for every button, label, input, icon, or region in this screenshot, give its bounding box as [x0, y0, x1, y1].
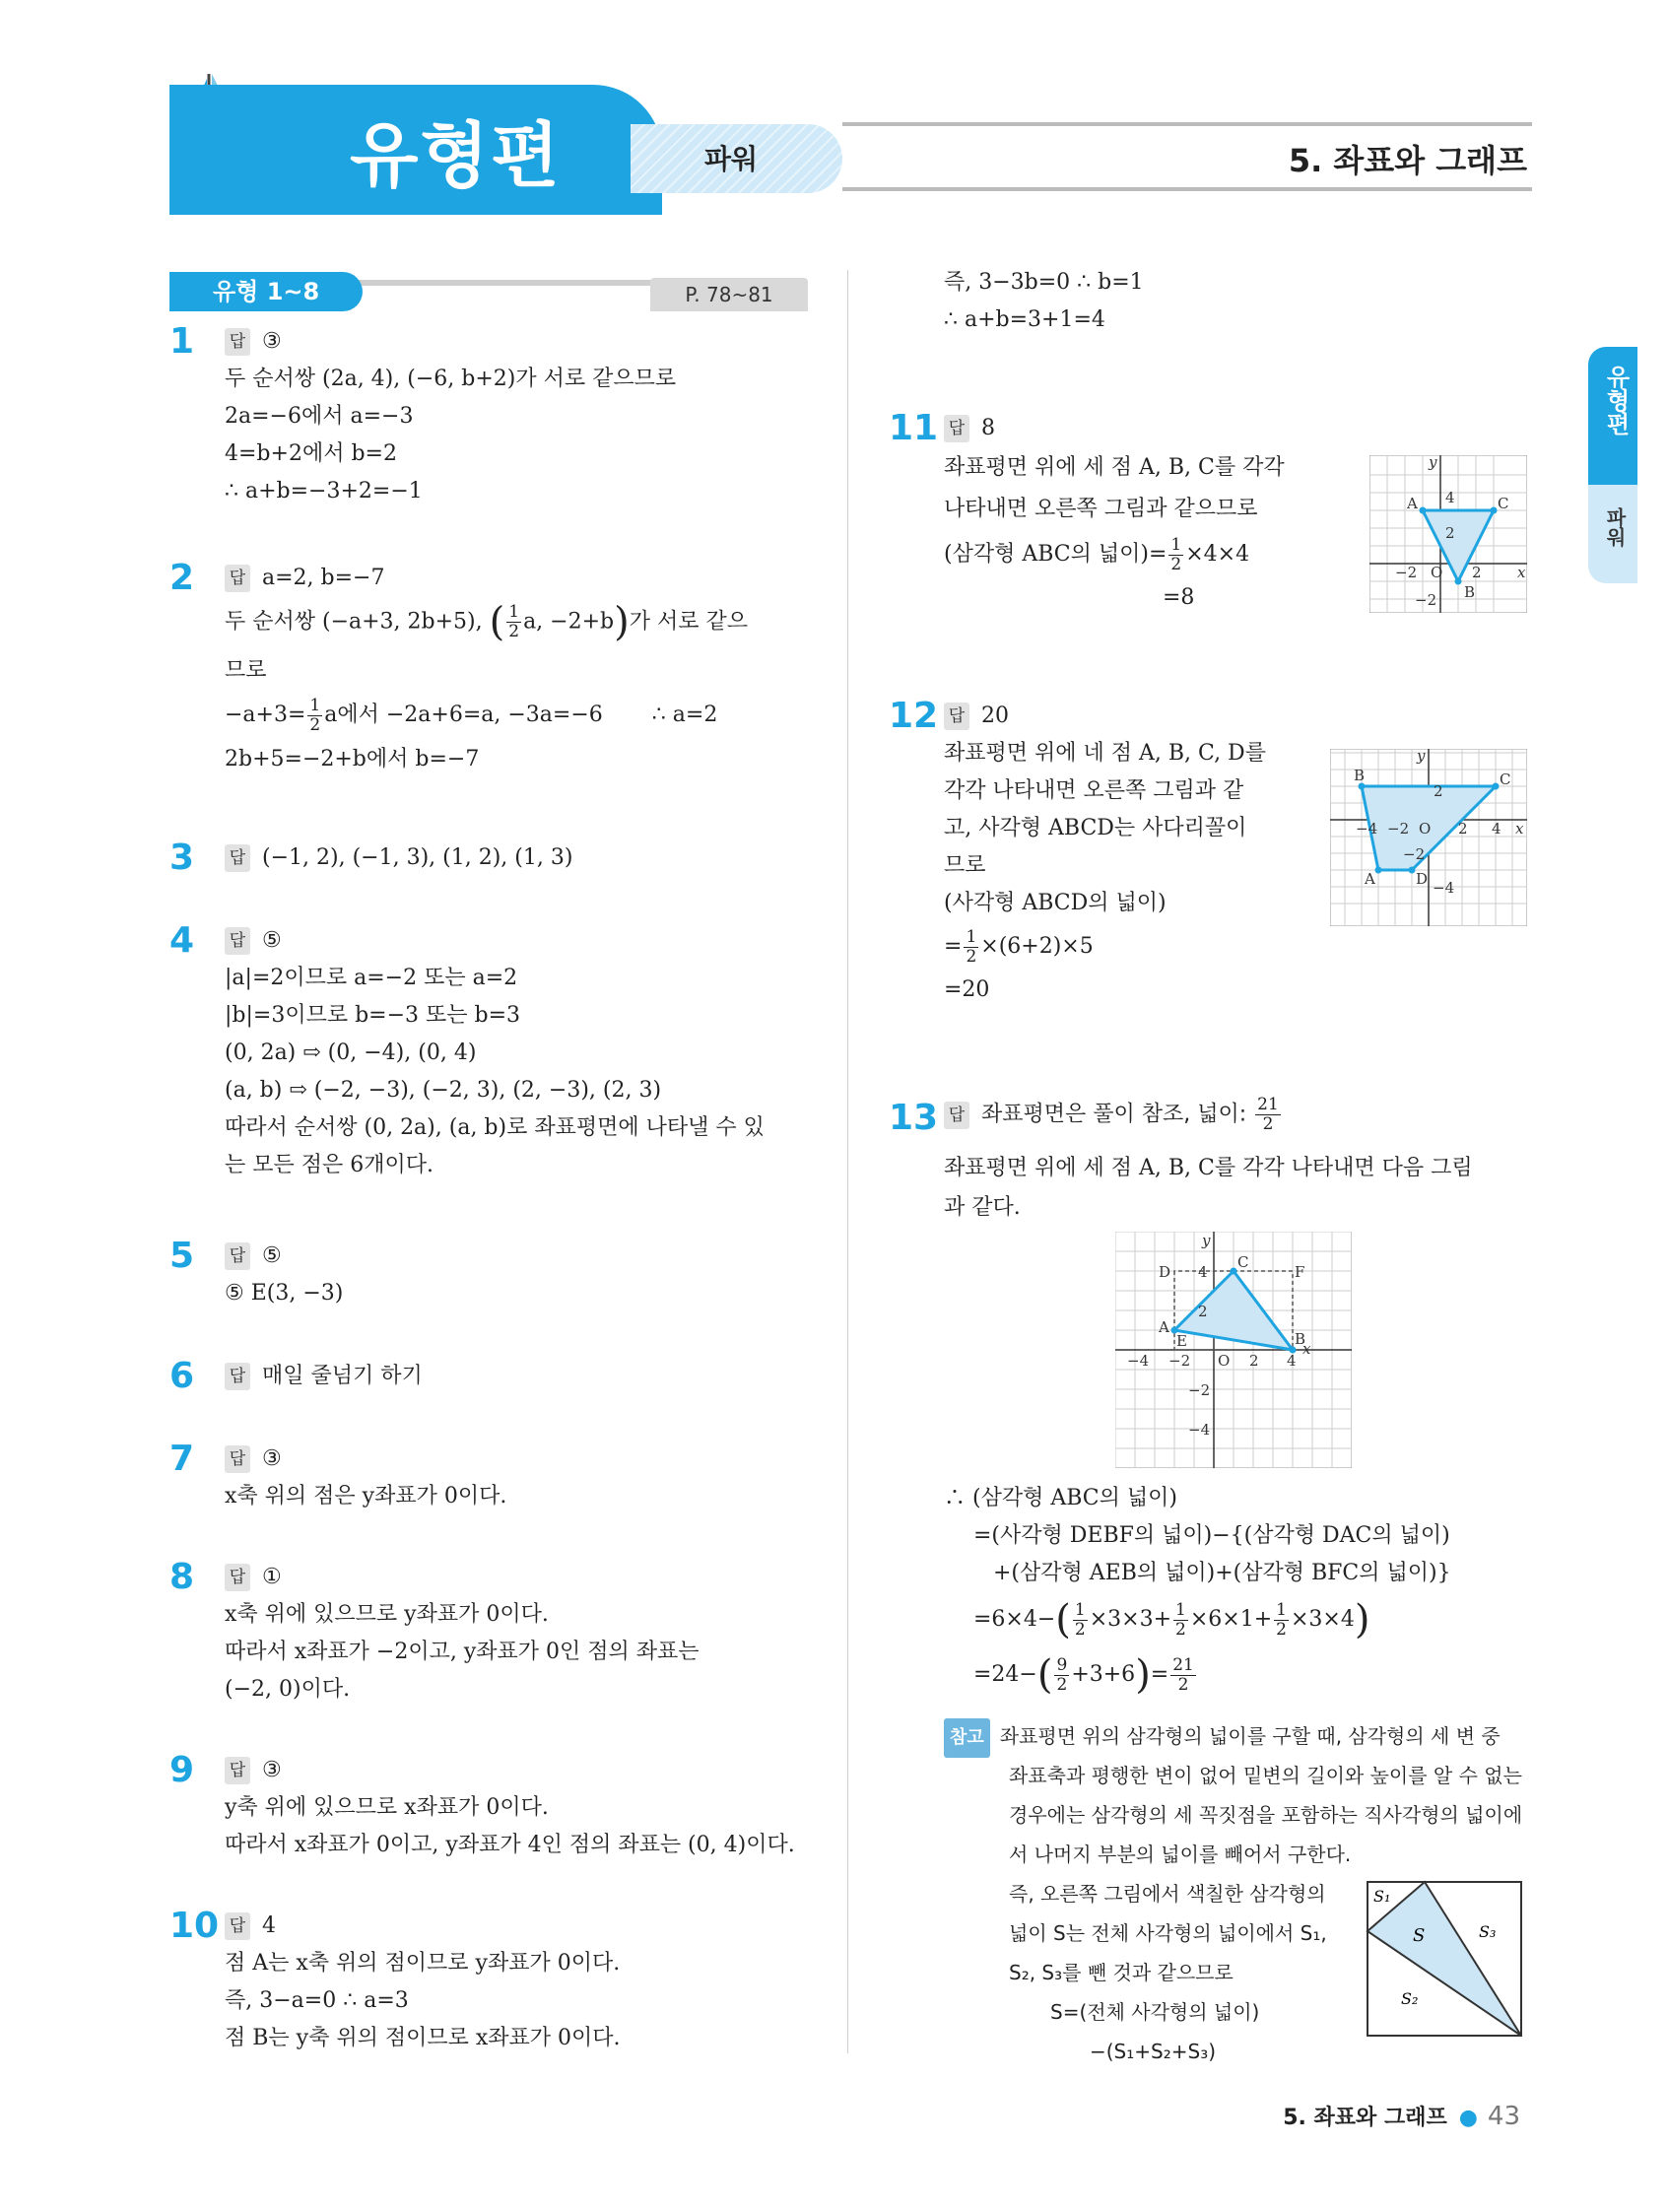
solution-line: =24−( $\frac{9}{2}$ +3+6)= $\frac{21}{2}$ — [973, 1652, 1194, 1698]
answer-tag: 답 — [225, 844, 250, 872]
note-line: 서 나머지 부분의 넓이를 빼어서 구한다. — [1009, 1843, 1352, 1866]
fraction: $\frac{1}{2}$ — [1074, 1599, 1086, 1640]
s3-label: S₃ — [1479, 1922, 1497, 1941]
label-x: x — [1517, 564, 1526, 581]
answer: ⑤ — [262, 1243, 282, 1268]
solution-line: 나타내면 오른쪽 그림과 같으므로 — [944, 497, 1258, 521]
solution-line: 두 순서쌍 (2a, 4), (−6, b+2)가 서로 같으므로 — [225, 367, 677, 391]
answer-line — [225, 1441, 282, 1478]
label-e: E — [1176, 1332, 1187, 1350]
solution — [944, 1149, 1473, 1228]
answer: (−1, 2), (−1, 3), (1, 2), (1, 3) — [262, 845, 573, 870]
fraction: $\frac{9}{2}$ — [1056, 1654, 1068, 1695]
header-subtitle: 파워 — [704, 143, 759, 175]
fraction: $\frac{21}{2}$ — [1257, 1095, 1279, 1134]
text: =24− — [973, 1662, 1037, 1687]
text: 가 서로 같으 — [629, 609, 748, 635]
answer: 좌표평면은 풀이 참조, 넓이: — [981, 1102, 1254, 1127]
solution — [225, 1275, 343, 1312]
footer — [1283, 2101, 1520, 2131]
text: 좌표평면 위의 삼각형의 넓이를 구할 때, 삼각형의 세 변 중 — [999, 1724, 1501, 1748]
label-o: O — [1419, 820, 1432, 838]
solution-line: =20 — [944, 977, 990, 1002]
footer-chapter: 5. 좌표와 그래프 — [1283, 2106, 1447, 2130]
label-f: F — [1295, 1263, 1305, 1281]
tick-y-2: −2 — [1188, 1381, 1211, 1399]
text: a에서 −2a+6=a, −3a=−6 — [324, 703, 603, 727]
answer-tag: 답 — [225, 565, 250, 592]
answer-line — [225, 323, 282, 361]
label-a: A — [1365, 870, 1375, 888]
solution-line: 점 A는 x축 위의 점이므로 y좌표가 0이다. — [225, 1951, 621, 1976]
answer: a=2, b=−7 — [262, 566, 385, 590]
solution — [225, 599, 748, 778]
section-pages: P. 78~81 — [650, 278, 808, 311]
problem-number: 3 — [169, 838, 195, 878]
tick-y-2: −2 — [1403, 845, 1426, 863]
tick-x-4: −4 — [1127, 1352, 1150, 1370]
solution-line: (0, 2a) ⇨ (0, −4), (0, 4) — [225, 1040, 477, 1065]
answer-tag: 답 — [944, 415, 969, 442]
solution-line: =6×4−( $\frac{1}{2}$ ×3×3+ $\frac{1}{2}$ ×6×1+ $\frac{1}{2}$ ×3×4) — [973, 1597, 1370, 1642]
note-line: 즉, 오른쪽 그림에서 색칠한 삼각형의 — [1009, 1882, 1326, 1906]
tick-x4: 4 — [1287, 1352, 1297, 1370]
answer-line — [225, 839, 572, 877]
label-c: C — [1498, 495, 1509, 512]
text: −a+3= — [225, 703, 306, 727]
point — [1491, 507, 1498, 514]
answer-tag: 답 — [225, 1912, 250, 1940]
tick-y-2: −2 — [1415, 591, 1437, 609]
answer: 4 — [262, 1913, 276, 1938]
page-number: 43 — [1487, 2102, 1520, 2131]
problem-number: 12 — [889, 696, 939, 736]
solution-line: 좌표평면 위에 세 점 A, B, C를 각각 — [944, 455, 1285, 480]
text: ×6×1+ — [1189, 1607, 1273, 1632]
solution — [225, 1478, 506, 1515]
solution-line: (−2, 0)이다. — [225, 1677, 351, 1702]
text: ×4×4 — [1185, 542, 1250, 567]
note-figure — [1366, 1880, 1523, 2038]
text: 두 순서쌍 (−a+3, 2b+5), — [225, 609, 490, 635]
note-line: S₂, S₃를 뺀 것과 같으므로 — [1009, 1961, 1234, 1984]
point — [1493, 783, 1500, 790]
point — [1231, 1268, 1237, 1275]
fraction: $\frac{1}{2}$ — [966, 926, 977, 967]
fraction: $\frac{1}{2}$ — [309, 695, 321, 735]
solution — [225, 960, 765, 1184]
text: ∴ a=2 — [651, 703, 718, 727]
answer-line — [225, 560, 384, 597]
fraction: $\frac{21}{2}$ — [1172, 1654, 1194, 1695]
problem-number: 7 — [169, 1439, 195, 1479]
note-line: −(S₁+S₂+S₃) — [1090, 2040, 1217, 2063]
text: =6×4− — [973, 1607, 1056, 1632]
graph-11 — [1369, 455, 1527, 613]
solution-line: 두 순서쌍 (−a+3, 2b+5), ( $\frac{1}{2}$ a, −2+b)가 서로 같으 — [225, 599, 748, 645]
answer-tag: 답 — [225, 1445, 250, 1473]
answer-tag: 답 — [225, 927, 250, 955]
solution-line: 따라서 x좌표가 0이고, y좌표가 4인 점의 좌표는 (0, 4)이다. — [225, 1833, 795, 1857]
tick-y4: 4 — [1198, 1263, 1208, 1281]
solution-line: 고, 사각형 ABCD는 사다리꼴이 — [944, 816, 1247, 840]
label-y: y — [1429, 455, 1437, 471]
answer-tag: 답 — [225, 328, 250, 356]
s-label: S — [1413, 1925, 1426, 1946]
solution — [225, 1596, 700, 1709]
footer-dot: ● — [1458, 2106, 1478, 2130]
answer-line — [944, 410, 995, 447]
text: ×3×4 — [1290, 1607, 1355, 1632]
solution-line: (a, b) ⇨ (−2, −3), (−2, 3), (2, −3), (2, 3) — [225, 1078, 662, 1103]
solution-line: x축 위의 점은 y좌표가 0이다. — [225, 1484, 507, 1508]
solution-line: 좌표평면 위에 네 점 A, B, C, D를 — [944, 741, 1266, 766]
answer: ③ — [262, 329, 282, 354]
label-d: D — [1159, 1263, 1171, 1281]
answer: ③ — [262, 1446, 282, 1471]
label-y: y — [1202, 1232, 1211, 1249]
problem-number: 6 — [169, 1356, 195, 1396]
text: ×3×3+ — [1089, 1607, 1172, 1632]
solution-line: (사각형 ABCD의 넓이) — [944, 891, 1167, 915]
fraction: $\frac{1}{2}$ — [508, 602, 520, 641]
answer-tag: 답 — [944, 703, 969, 730]
answer-line — [225, 1238, 282, 1275]
label-x: x — [1515, 820, 1524, 838]
tick-y4: 4 — [1445, 489, 1455, 506]
problem-number: 10 — [169, 1906, 220, 1946]
solution-line: 점 B는 y축 위의 점이므로 x좌표가 0이다. — [225, 2026, 621, 2050]
tick-x-2: −2 — [1168, 1352, 1191, 1370]
answer-line — [225, 922, 282, 960]
answer-line — [225, 1908, 276, 1945]
solution-line: 과 같다. — [944, 1195, 1021, 1220]
solution-line: 즉, 3−a=0 ∴ a=3 — [225, 1988, 409, 2013]
answer: 매일 줄넘기 하기 — [262, 1364, 423, 1388]
fraction: $\frac{1}{2}$ — [1175, 1599, 1186, 1640]
solution-continued — [944, 264, 1144, 339]
problem-number: 8 — [169, 1557, 195, 1597]
tick-y2: 2 — [1434, 782, 1443, 800]
problem-number: 4 — [169, 920, 195, 961]
label-b: B — [1295, 1330, 1306, 1348]
area-derivation — [944, 1480, 1451, 1703]
solution — [225, 361, 676, 510]
text: = — [1150, 1662, 1169, 1687]
solution-line: =8 — [1163, 585, 1195, 610]
point — [1409, 867, 1416, 874]
problem-number: 9 — [169, 1750, 195, 1790]
solution-line — [944, 530, 1285, 579]
answer-line — [944, 698, 1009, 735]
label-c: C — [1500, 771, 1511, 788]
solution — [944, 447, 1285, 617]
point — [1420, 507, 1427, 514]
label-y: y — [1417, 749, 1426, 765]
solution-line: ∴ a+b=3+1=4 — [944, 307, 1105, 332]
problem-number: 13 — [889, 1098, 939, 1138]
solution-line: 즉, 3−3b=0 ∴ b=1 — [944, 270, 1144, 295]
solution-line — [225, 690, 748, 741]
solution-line: ∴ a+b=−3+2=−1 — [225, 479, 423, 503]
text: a, −2+b — [523, 609, 615, 635]
answer-tag: 답 — [225, 1757, 250, 1784]
answer: 8 — [981, 416, 995, 440]
tick-x-2: −2 — [1387, 820, 1410, 838]
graph-12 — [1330, 749, 1527, 926]
answer: ③ — [262, 1758, 282, 1782]
answer-line — [225, 1358, 423, 1395]
tick-y-4: −4 — [1188, 1421, 1211, 1439]
graph-13 — [1115, 1232, 1352, 1468]
header-title: 유형편 — [350, 114, 562, 197]
solution-line: ∴ (삼각형 ABC의 넓이) — [944, 1486, 1177, 1510]
solution-line: 므로 — [225, 658, 267, 683]
column-divider — [847, 270, 848, 2053]
answer-line — [225, 1752, 282, 1789]
label-x: x — [1302, 1340, 1311, 1358]
answer-tag: 답 — [225, 1564, 250, 1591]
tick-y2: 2 — [1445, 524, 1455, 542]
solution-line: y축 위에 있으므로 x좌표가 0이다. — [225, 1795, 549, 1820]
answer: ① — [262, 1565, 282, 1589]
problem-number: 2 — [169, 558, 195, 598]
solution — [225, 1789, 795, 1864]
s2-label: S₂ — [1401, 1989, 1419, 2008]
solution-line: 4=b+2에서 b=2 — [225, 441, 397, 466]
problem-number: 1 — [169, 321, 195, 362]
text: ×(6+2)×5 — [980, 934, 1094, 959]
answer-line — [225, 1559, 282, 1596]
label-d: D — [1416, 870, 1429, 888]
label-b: B — [1464, 583, 1476, 601]
solution-line: x축 위에 있으므로 y좌표가 0이다. — [225, 1602, 549, 1627]
solution-line: 므로 — [944, 853, 986, 878]
solution-line: 는 모든 점은 6개이다. — [225, 1153, 434, 1177]
tick-x2: 2 — [1458, 820, 1468, 838]
side-tab-top-label: 유형편 — [1602, 365, 1630, 436]
answer-tag: 답 — [225, 1363, 250, 1390]
answer-tag: 답 — [944, 1102, 969, 1129]
fraction: $\frac{1}{2}$ — [1276, 1599, 1287, 1640]
tick-x2: 2 — [1472, 564, 1482, 581]
chapter-title: 5. 좌표와 그래프 — [1288, 142, 1527, 179]
solution-line — [944, 922, 1266, 972]
text: = — [944, 934, 963, 959]
text: +3+6 — [1071, 1662, 1136, 1687]
side-tab-bottom-label: 파워 — [1603, 507, 1627, 547]
tick-y-4: −4 — [1433, 879, 1455, 897]
solution-line: 좌표평면 위에 세 점 A, B, C를 각각 나타내면 다음 그림 — [944, 1156, 1473, 1180]
label-a: A — [1407, 495, 1418, 512]
note-tag: 참고 — [944, 1718, 990, 1758]
solution-line: +(삼각형 AEB의 넓이)+(삼각형 BFC의 넓이)} — [993, 1561, 1451, 1585]
problem-number: 11 — [889, 408, 939, 448]
label-o: O — [1218, 1352, 1231, 1370]
point — [1375, 867, 1382, 874]
solution-line: =(사각형 DEBF의 넓이)−{(삼각형 DAC의 넓이) — [973, 1523, 1450, 1548]
label-c: C — [1237, 1253, 1249, 1271]
answer: 20 — [981, 704, 1009, 728]
solution-line: 2a=−6에서 a=−3 — [225, 404, 414, 429]
solution-line: |a|=2이므로 a=−2 또는 a=2 — [225, 966, 518, 990]
solution-line: 따라서 순서쌍 (0, 2a), (a, b)로 좌표평면에 나타낼 수 있 — [225, 1115, 765, 1140]
tick-x2: 2 — [1249, 1352, 1259, 1370]
section-bar — [169, 272, 808, 311]
fraction: $\frac{1}{2}$ — [1170, 534, 1182, 574]
solution-line: ⑤ E(3, −3) — [225, 1281, 344, 1306]
tick-x-2: −2 — [1395, 564, 1418, 581]
solution-line: 각각 나타내면 오른쪽 그림과 같 — [944, 778, 1244, 803]
solution-line: |b|=3이므로 b=−3 또는 b=3 — [225, 1003, 521, 1028]
point — [1455, 578, 1462, 585]
answer-line — [944, 1096, 1283, 1134]
solution-line: 따라서 x좌표가 −2이고, y좌표가 0인 점의 좌표는 — [225, 1640, 700, 1664]
problem-number: 5 — [169, 1236, 195, 1276]
tick-x-4: −4 — [1356, 820, 1378, 838]
tick-y2: 2 — [1198, 1303, 1208, 1320]
section-label: 유형 1~8 — [169, 272, 363, 311]
note-line: 경우에는 삼각형의 세 꼭짓점을 포함하는 직사각형의 넓이에 — [1009, 1803, 1523, 1827]
s1-label: S₁ — [1373, 1887, 1391, 1906]
solution — [944, 735, 1266, 1009]
label-b: B — [1354, 767, 1366, 784]
label-a: A — [1159, 1318, 1169, 1336]
answer-tag: 답 — [225, 1242, 250, 1270]
note-line: S=(전체 사각형의 넓이) — [1050, 2000, 1260, 2024]
note-line: 넓이 S는 전체 사각형의 넓이에서 S₁, — [1009, 1921, 1327, 1945]
solution-line: 2b+5=−2+b에서 b=−7 — [225, 747, 480, 771]
answer: ⑤ — [262, 928, 282, 953]
label-o: O — [1431, 564, 1443, 581]
text: (삼각형 ABC의 넓이)= — [944, 542, 1168, 567]
tick-x4: 4 — [1492, 820, 1501, 838]
note-line — [944, 1716, 1522, 1756]
note-line: 좌표축과 평행한 변이 없어 밑변의 길이와 높이를 알 수 없는 — [1009, 1764, 1522, 1787]
solution — [225, 1945, 620, 2057]
